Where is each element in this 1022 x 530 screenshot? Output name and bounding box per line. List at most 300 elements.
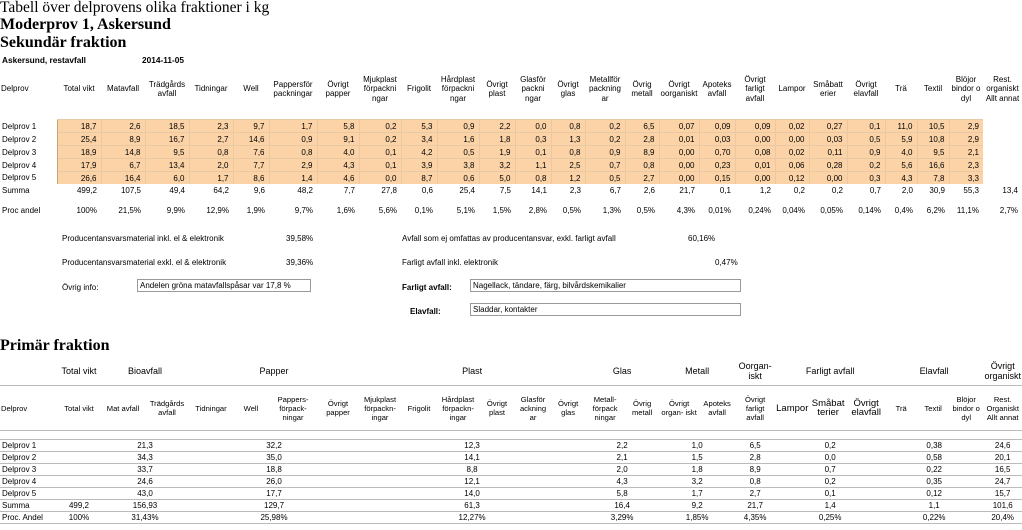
value-cell: 10,8 (917, 133, 949, 146)
sec-col-header: Övrig metall (631, 79, 653, 98)
percent-cell: 0,5% (636, 205, 655, 215)
secondary-fraction-table (0, 66, 1022, 216)
value-cell: 18,7 (57, 120, 101, 133)
value-cell: 0,12 (885, 488, 983, 500)
percent-cell: 0,14% (858, 205, 881, 215)
percent-cell: 1,3% (602, 205, 621, 215)
value-cell: 3,29% (585, 512, 659, 524)
sec-table-row (0, 159, 1022, 172)
primary-fraction-title: Primär fraktion (0, 337, 110, 354)
value-cell: 2,0 (189, 159, 233, 172)
value-cell: 499,2 (57, 500, 101, 512)
percent-cell: 5,6% (378, 205, 397, 215)
value-cell: 0,03 (809, 133, 847, 146)
row-label: Delprov 5 (0, 488, 57, 500)
value-cell: 0,5 (437, 146, 479, 159)
sec-col-header: Övrigt glas (557, 79, 579, 98)
row-label: Delprov 3 (0, 146, 57, 159)
sec-sum-row (0, 184, 1022, 196)
value-cell: 32,2 (189, 440, 359, 452)
value-cell: 2,7 (189, 133, 233, 146)
value-cell: 0,15 (699, 172, 735, 185)
sec-col-header: Övrigt oorganiskt (660, 79, 698, 98)
prim-group-header: Glas (585, 357, 659, 386)
value-cell: 0,9 (269, 133, 317, 146)
sec-table-row (0, 146, 1022, 159)
prim-group-header: Oorgan- iskt (735, 357, 775, 386)
value-cell: 0,70 (699, 146, 735, 159)
value-cell: 0,8 (551, 120, 585, 133)
value-cell: 2,2 (585, 440, 659, 452)
value-cell: 16,5 (983, 464, 1022, 476)
percent-cell: 9,7% (294, 205, 313, 215)
value-cell: 0,22 (885, 464, 983, 476)
value-cell: 2,0 (585, 464, 659, 476)
sum-cell: 0,2 (793, 185, 805, 195)
percent-cell: 0,5% (562, 205, 581, 215)
value-cell: 0,01 (735, 159, 775, 172)
row-label: Proc. Andel (0, 512, 57, 524)
ovrig-info-box (137, 279, 311, 292)
sec-col-header: Metallför packning ar (588, 74, 622, 103)
value-cell: 0,9 (847, 146, 885, 159)
value-cell: 0,0 (515, 120, 551, 133)
sum-cell: 64,2 (213, 185, 229, 195)
sec-col-header: Matavfall (106, 84, 139, 94)
prim-col-header: Mjukplast förpackn- ingar (359, 386, 401, 431)
sec-col-header: Blöjor bindor o dyl (951, 74, 981, 103)
sum-cell: 21,7 (679, 185, 695, 195)
sum-cell: 13,4 (1002, 185, 1018, 195)
value-cell: 0,03 (699, 133, 735, 146)
ovrig-info-label: Övrig info: (62, 283, 99, 292)
sum-cell: 48,2 (297, 185, 313, 195)
sec-table-row (0, 120, 1022, 133)
value-cell: 0,00 (659, 146, 699, 159)
value-cell: 4,6 (317, 172, 359, 185)
value-cell: 26,6 (57, 172, 101, 185)
value-cell: 4,3 (885, 172, 917, 185)
prim-col-header: Mat avfall (101, 386, 145, 431)
not-prod-value: 60,16% (688, 234, 716, 243)
value-cell: 8,9 (101, 133, 145, 146)
prim-col-header: Övrigt organ- iskt (659, 386, 699, 431)
spacer (0, 196, 1022, 204)
value-cell: 0,02 (775, 146, 809, 159)
sec-header-row (0, 66, 1022, 112)
row-label: Delprov 2 (0, 452, 57, 464)
group-blank (0, 357, 57, 386)
value-cell: 12,3 (359, 440, 585, 452)
prod-excl-value: 39,36% (286, 258, 314, 267)
value-cell: 1,8 (479, 133, 515, 146)
value-cell: 100% (57, 512, 101, 524)
prim-group-header: Metall (659, 357, 735, 386)
value-cell: 0,00 (735, 172, 775, 185)
sum-cell: 0,6 (421, 185, 433, 195)
value-cell: 0,9 (437, 120, 479, 133)
row-label: Delprov 4 (0, 159, 57, 172)
sec-col-header: Trä (895, 84, 907, 94)
value-cell: 0,8 (515, 172, 551, 185)
percent-cell: 12,9% (206, 205, 229, 215)
value-cell: 14,1 (359, 452, 585, 464)
value-cell: 3,8 (437, 159, 479, 172)
row-label: Delprov 1 (0, 120, 57, 133)
sec-table-row (0, 133, 1022, 146)
value-cell: 0,00 (659, 159, 699, 172)
prim-table-row (0, 440, 1022, 452)
sec-col-header: Rest. organiskt Allt annat (985, 74, 1020, 103)
value-cell: 4,3 (317, 159, 359, 172)
value-cell: 0,7 (585, 159, 625, 172)
value-cell: 1,4 (269, 172, 317, 185)
prim-col-header: Övrigt farligt avfall (735, 386, 775, 431)
sum-cell: 2,3 (569, 185, 581, 195)
value-cell: 1,1 (515, 159, 551, 172)
value-cell (57, 452, 101, 464)
prim-col-header: Trädgårds avfall (145, 386, 189, 431)
sec-col-header: Trädgårds avfall (148, 79, 186, 98)
sec-col-header: Delprov (1, 84, 29, 94)
percent-cell: 2,7% (999, 205, 1018, 215)
sec-col-header: Övrigt plast (486, 79, 508, 98)
value-cell: 14,8 (101, 146, 145, 159)
value-cell: 1,7 (659, 488, 735, 500)
percent-cell: 0,4% (894, 205, 913, 215)
row-label: Proc andel (2, 205, 41, 215)
sec-col-header: Övrigt farligt avfall (744, 74, 766, 103)
value-cell (57, 476, 101, 488)
sum-cell: 0,1 (719, 185, 731, 195)
value-cell: 0,35 (885, 476, 983, 488)
value-cell: 24,7 (983, 476, 1022, 488)
sec-col-header: Pappersför packningar (273, 79, 313, 98)
value-cell: 16,6 (917, 159, 949, 172)
farligt-text: Nagellack, tändare, färg, bilvårdskemikalier (473, 281, 626, 290)
value-cell: 2,8 (625, 133, 659, 146)
value-cell: 1,2 (551, 172, 585, 185)
value-cell: 5,3 (401, 120, 437, 133)
percent-cell: 2,8% (528, 205, 547, 215)
prim-col-header: Tidningar (189, 386, 233, 431)
value-cell: 1,7 (269, 120, 317, 133)
sum-cell: 2,6 (643, 185, 655, 195)
value-cell: 0,00 (659, 172, 699, 185)
value-cell: 16,4 (585, 500, 659, 512)
value-cell: 15,7 (983, 488, 1022, 500)
sum-cell: 30,9 (929, 185, 945, 195)
sum-cell: 9,6 (253, 185, 265, 195)
sum-cell: 49,4 (169, 185, 185, 195)
value-cell: 1,4 (775, 500, 885, 512)
value-cell: 21,7 (735, 500, 775, 512)
value-cell: 0,1 (515, 146, 551, 159)
value-cell: 0,0 (359, 172, 401, 185)
value-cell: 0,8 (735, 476, 775, 488)
value-cell: 0,27 (809, 120, 847, 133)
value-cell: 0,25% (775, 512, 885, 524)
value-cell: 4,0 (317, 146, 359, 159)
value-cell: 2,3 (189, 120, 233, 133)
value-cell: 129,7 (189, 500, 359, 512)
percent-cell: 0,04% (782, 205, 805, 215)
sum-cell: 25,4 (459, 185, 475, 195)
value-cell: 61,3 (359, 500, 585, 512)
value-cell: 6,5 (625, 120, 659, 133)
value-cell: 1,3 (551, 133, 585, 146)
value-cell: 7,7 (233, 159, 269, 172)
prim-col-header: Lampor (775, 386, 809, 431)
sum-cell: 14,1 (531, 185, 547, 195)
value-cell: 0,3 (515, 133, 551, 146)
value-cell: 0,8 (269, 146, 317, 159)
prim-table-row (0, 452, 1022, 464)
row-label: Delprov 3 (0, 464, 57, 476)
sec-col-header: Well (243, 84, 259, 94)
value-cell: 2,1 (585, 452, 659, 464)
sum-cell: 499,2 (76, 185, 97, 195)
value-cell: 0,11 (809, 146, 847, 159)
fraction-title: Sekundär fraktion (0, 34, 127, 51)
value-cell: 35,0 (189, 452, 359, 464)
value-cell: 0,07 (659, 120, 699, 133)
sec-col-header: Total vikt (63, 84, 95, 94)
value-cell: 0,58 (885, 452, 983, 464)
value-cell: 2,7 (735, 488, 775, 500)
value-cell: 4,35% (735, 512, 775, 524)
value-cell: 0,2 (359, 120, 401, 133)
value-cell: 17,7 (189, 488, 359, 500)
percent-cell: 1,5% (492, 205, 511, 215)
sum-cell: 6,7 (609, 185, 621, 195)
sec-col-header: Småbatt erier (813, 79, 843, 98)
sample-title: Moderprov 1, Askersund (0, 16, 171, 33)
percent-cell: 5,1% (456, 205, 475, 215)
value-cell: 0,2 (585, 120, 625, 133)
value-cell: 8,9 (625, 146, 659, 159)
value-cell: 0,7 (775, 464, 885, 476)
value-cell: 1,7 (189, 172, 233, 185)
prim-col-header: Övrigt papper (317, 386, 359, 431)
value-cell (57, 464, 101, 476)
sec-table-row (0, 172, 1022, 185)
sum-cell: 7,7 (343, 185, 355, 195)
value-cell: 1,85% (659, 512, 735, 524)
value-cell: 0,1 (775, 488, 885, 500)
value-cell: 0,01 (659, 133, 699, 146)
percent-cell: 1,9% (246, 205, 265, 215)
value-cell: 16,7 (145, 133, 189, 146)
percent-cell: 11,1% (956, 205, 979, 215)
value-cell: 6,5 (735, 440, 775, 452)
value-cell: 0,0 (775, 452, 885, 464)
value-cell: 2,9 (949, 133, 983, 146)
value-cell: 1,8 (659, 464, 735, 476)
sec-col-header: Frigolit (406, 84, 431, 94)
sec-col-header: Textil (923, 84, 943, 94)
value-cell: 1,6 (437, 133, 479, 146)
value-cell: 20,1 (983, 452, 1022, 464)
percent-cell: 4,3% (676, 205, 695, 215)
value-cell: 4,2 (401, 146, 437, 159)
value-cell: 3,3 (949, 172, 983, 185)
value-cell (57, 440, 101, 452)
prim-group-header: Bioavfall (101, 357, 189, 386)
value-cell: 156,93 (101, 500, 189, 512)
value-cell: 5,8 (585, 488, 659, 500)
hazard-value: 0,47% (715, 258, 738, 267)
value-cell: 0,38 (885, 440, 983, 452)
value-cell: 4,0 (885, 146, 917, 159)
hazard-label: Farligt avfall inkl. elektronik (402, 258, 499, 267)
prim-group-header: Elavfall (885, 357, 983, 386)
row-label: Summa (0, 500, 57, 512)
value-cell: 9,5 (917, 146, 949, 159)
value-cell: 26,0 (189, 476, 359, 488)
prim-col-header: Textil (917, 386, 949, 431)
prim-col-header: Småbat terier (809, 386, 847, 431)
prim-col-header: Rest. Organiskt Allt annat (983, 386, 1022, 431)
value-cell: 6,0 (145, 172, 189, 185)
sum-cell: 7,5 (499, 185, 511, 195)
not-prod-label: Avfall som ej omfattas av producentansvar, exkl. farligt avfall (402, 234, 616, 243)
value-cell: 7,6 (233, 146, 269, 159)
sec-col-header: Lampor (778, 84, 806, 94)
value-cell: 5,6 (885, 159, 917, 172)
sec-percent-row (0, 204, 1022, 216)
sum-cell: 55,3 (963, 185, 979, 195)
value-cell: 21,3 (101, 440, 189, 452)
value-cell: 7,8 (917, 172, 949, 185)
value-cell: 3,2 (659, 476, 735, 488)
location-label: Askersund, restavfall (2, 55, 86, 65)
value-cell: 0,12 (775, 172, 809, 185)
sec-col-header: Övrigt elavfall (853, 79, 879, 98)
value-cell: 18,9 (57, 146, 101, 159)
sum-cell: 107,5 (120, 185, 141, 195)
value-cell: 2,9 (269, 159, 317, 172)
percent-cell: 6,2% (926, 205, 945, 215)
value-cell: 0,2 (775, 476, 885, 488)
sum-cell: 0,2 (831, 185, 843, 195)
prim-col-header: Total vikt (57, 386, 101, 431)
percent-cell: 0,01% (708, 205, 731, 215)
value-cell: 0,2 (359, 133, 401, 146)
sec-col-header: Övrigt papper (325, 79, 351, 98)
value-cell: 0,1 (359, 146, 401, 159)
prim-col-header: Trä (885, 386, 917, 431)
prim-col-header: Glasför ackning ar (515, 386, 551, 431)
prim-col-header: Övrigt glas (551, 386, 585, 431)
value-cell: 13,4 (145, 159, 189, 172)
value-cell: 0,00 (775, 133, 809, 146)
value-cell: 33,7 (101, 464, 189, 476)
prim-col-header: Pappers- förpack- ningar (269, 386, 317, 431)
value-cell: 8,7 (401, 172, 437, 185)
value-cell: 11,0 (885, 120, 917, 133)
value-cell: 2,3 (949, 159, 983, 172)
elavfall-box (470, 303, 741, 316)
value-cell: 25,98% (189, 512, 359, 524)
percent-cell: 1,6% (336, 205, 355, 215)
prim-col-header: Övrigt plast (479, 386, 515, 431)
sec-col-header: Glasför packni ngar (520, 74, 546, 103)
percent-cell: 21,5% (118, 205, 141, 215)
prim-col-header: Övrig metall (625, 386, 659, 431)
sec-col-header: Hårdplast förpackni ngar (440, 74, 476, 103)
value-cell: 0,1 (847, 120, 885, 133)
value-cell: 12,1 (359, 476, 585, 488)
value-cell: 2,6 (101, 120, 145, 133)
value-cell: 8,6 (233, 172, 269, 185)
value-cell: 101,6 (983, 500, 1022, 512)
value-cell: 0,08 (735, 146, 775, 159)
sec-col-header: Tidningar (194, 84, 228, 94)
prim-col-header: Hårdplast förpackn- ingar (437, 386, 479, 431)
prim-table-row (0, 488, 1022, 500)
value-cell: 3,4 (401, 133, 437, 146)
value-cell: 0,1 (359, 159, 401, 172)
prim-group-header: Plast (359, 357, 585, 386)
percent-cell: 0,1% (414, 205, 433, 215)
elavfall-label: Elavfall: (410, 307, 441, 316)
value-cell: 2,7 (625, 172, 659, 185)
sum-cell: 2,0 (901, 185, 913, 195)
farligt-box (470, 279, 741, 292)
value-cell: 34,3 (101, 452, 189, 464)
value-cell: 0,5 (847, 133, 885, 146)
prim-col-header: Övrigt elavfall (847, 386, 885, 431)
value-cell: 0,2 (585, 133, 625, 146)
value-cell: 9,1 (317, 133, 359, 146)
value-cell: 2,9 (949, 120, 983, 133)
value-cell: 6,7 (101, 159, 145, 172)
prim-col-header: Apoteks avfall (699, 386, 735, 431)
value-cell: 0,09 (699, 120, 735, 133)
value-cell: 5,8 (317, 120, 359, 133)
farligt-label: Farligt avfall: (402, 283, 452, 292)
primary-fraction-table (0, 357, 1022, 524)
value-cell: 2,8 (735, 452, 775, 464)
row-label: Delprov 2 (0, 133, 57, 146)
prim-col-header: Blöjor bindor o dyl (949, 386, 983, 431)
prim-col-header: Well (233, 386, 269, 431)
value-cell: 0,00 (735, 133, 775, 146)
value-cell: 9,2 (659, 500, 735, 512)
sec-col-header: Apoteks avfall (702, 79, 732, 98)
value-cell: 17,9 (57, 159, 101, 172)
value-cell: 0,09 (735, 120, 775, 133)
value-cell: 43,0 (101, 488, 189, 500)
value-cell: 1,9 (479, 146, 515, 159)
value-cell: 5,0 (479, 172, 515, 185)
value-cell: 0,23 (699, 159, 735, 172)
value-cell: 0,5 (585, 172, 625, 185)
sum-cell: 0,7 (869, 185, 881, 195)
sum-cell: 27,8 (381, 185, 397, 195)
value-cell: 0,2 (775, 440, 885, 452)
percent-cell: 9,9% (166, 205, 185, 215)
spacer (0, 431, 1022, 440)
value-cell: 0,22% (885, 512, 983, 524)
value-cell: 31,43% (101, 512, 189, 524)
value-cell: 25,4 (57, 133, 101, 146)
value-cell: 1,0 (659, 440, 735, 452)
value-cell: 2,5 (551, 159, 585, 172)
value-cell: 8,9 (735, 464, 775, 476)
prim-col-header: Delprov (0, 386, 57, 431)
